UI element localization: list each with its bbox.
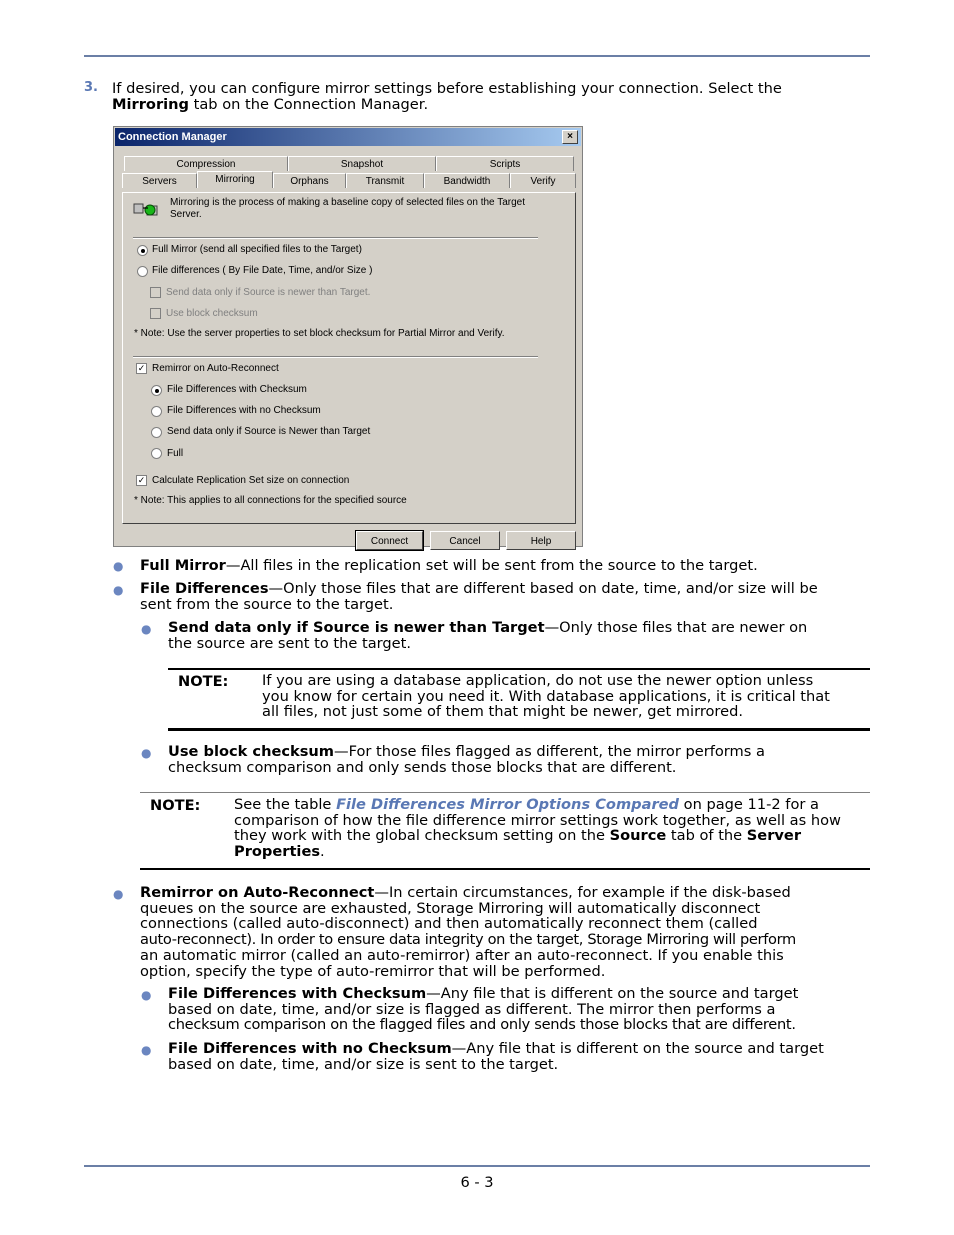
opt-newer-radio[interactable]	[151, 427, 162, 438]
note1-line-2: you know for certain you need it. With database applications, it is critical that	[262, 687, 830, 705]
step-line-1: If desired, you can configure mirror settings before establishing your connection. Select the	[112, 80, 782, 97]
note1-bottom-rule	[168, 728, 870, 731]
remirror-desc-4: auto-reconnect). In order to ensure data integrity on the target, Storage Mirroring will perform	[140, 931, 796, 949]
remirror-desc-2: queues on the source are exhausted, Storage Mirroring will automatically disconnect	[140, 899, 761, 917]
note2-label: NOTE:	[150, 797, 201, 814]
file-differences-radio[interactable]	[137, 266, 148, 277]
tab-snapshot[interactable]: Snapshot	[288, 156, 436, 171]
step-line-2-rest: tab on the Connection Manager.	[188, 96, 429, 113]
full-mirror-label: Full Mirror (send all specified files to the Target)	[152, 244, 362, 255]
opt-newer-label: Send data only if Source is Newer than Target	[167, 426, 371, 437]
tab-servers[interactable]: Servers	[122, 173, 197, 188]
dialog-description-1: Mirroring is the process of making a baseline copy of selected files on the Target	[170, 197, 525, 208]
note2-pre: See the table	[234, 796, 337, 813]
tab-orphans[interactable]: Orphans	[273, 173, 346, 188]
file-differences-term: File Differences	[140, 580, 269, 597]
remirror-item	[140, 885, 796, 979]
note1-label: NOTE:	[178, 673, 229, 690]
fd-checksum-desc-2: based on date, time, and/or size is flagged as different. The mirror then performs a	[168, 1000, 776, 1018]
bullet-file-differences: ●	[113, 583, 124, 597]
full-mirror-desc: —All files in the replication set will be sent from the source to the target.	[225, 557, 758, 574]
step-number: 3.	[84, 80, 98, 95]
remirror-label: Remirror on Auto-Reconnect	[152, 363, 279, 374]
send-newer-checkbox[interactable]	[150, 287, 161, 298]
fd-no-checksum-desc-1: —Any file that is different on the source and target	[451, 1040, 824, 1057]
source-tab-ref: Source	[609, 827, 667, 845]
tab-mirroring[interactable]: Mirroring	[197, 171, 273, 188]
note1-top-rule	[168, 668, 870, 670]
fd-checksum-term: File Differences with Checksum	[168, 985, 427, 1002]
calc-size-label: Calculate Replication Set size on connection	[152, 475, 350, 486]
remirror-term: Remirror on Auto-Reconnect	[140, 884, 375, 901]
opt-full-label: Full	[167, 448, 184, 459]
block-checksum-label: Use block checksum	[166, 308, 258, 319]
note2-bottom-rule	[140, 868, 870, 870]
note2-line-3-pre: they work with the global checksum setting on the	[234, 827, 610, 845]
mirroring-tab-ref: Mirroring	[112, 96, 189, 113]
block-checksum-checkbox[interactable]	[150, 308, 161, 319]
help-button[interactable]: Help	[506, 531, 576, 550]
bullet-block-checksum: ●	[141, 746, 152, 760]
remirror-checkbox[interactable]: ✓	[137, 363, 146, 373]
bullet-fd-checksum: ●	[141, 988, 152, 1002]
separator-1	[133, 237, 538, 239]
footer-rule	[84, 1165, 870, 1167]
note1-line-1: If you are using a database application, do not use the newer option unless	[262, 672, 814, 689]
tab-scripts[interactable]: Scripts	[436, 156, 574, 171]
bullet-fd-no-checksum: ●	[141, 1043, 152, 1057]
file-differences-desc-2: sent from the source to the target.	[140, 595, 394, 613]
mirror-icon	[133, 199, 159, 219]
full-mirror-radio[interactable]	[137, 245, 148, 256]
tab-bandwidth[interactable]: Bandwidth	[424, 173, 510, 188]
opt-no-checksum-radio[interactable]	[151, 406, 162, 417]
connect-button[interactable]: Connect	[356, 531, 423, 550]
send-newer-label: Send data only if Source is newer than Target.	[166, 287, 371, 298]
note2-line-3-mid: tab of the	[666, 827, 747, 845]
dialog-description-2: Server.	[170, 209, 202, 220]
calc-size-checkbox[interactable]: ✓	[137, 475, 146, 485]
remirror-desc-6: option, specify the type of auto-remirror that will be performed.	[140, 962, 606, 980]
block-checksum-desc-1: —For those files flagged as different, the mirror performs a	[334, 743, 765, 760]
block-checksum-item	[168, 744, 765, 775]
fd-checksum-desc-3: checksum comparison on the flagged files and only sends those blocks that are different.	[168, 1016, 796, 1034]
bullet-remirror: ●	[113, 887, 124, 901]
file-differences-table-link[interactable]: File Differences Mirror Options Compared	[336, 796, 679, 813]
dialog-note-2: * Note: This applies to all connections for the specified source	[134, 495, 407, 506]
file-differences-label: File differences ( By File Date, Time, and/or Size )	[152, 265, 373, 276]
send-newer-desc-2: the source are sent to the target.	[168, 634, 412, 652]
tab-transmit[interactable]: Transmit	[346, 173, 424, 188]
opt-checksum-label: File Differences with Checksum	[167, 384, 307, 395]
opt-full-radio[interactable]	[151, 448, 162, 459]
tab-compression[interactable]: Compression	[124, 156, 288, 171]
step-line-2	[112, 96, 428, 113]
note1-line-3: all files, not just some of them that might be newer, get mirrored.	[262, 703, 743, 721]
note2-line-2: comparison of how the file difference mirror settings work together, as well as how	[234, 811, 841, 829]
fd-no-checksum-desc-2: based on date, time, and/or size is sent to the target.	[168, 1055, 559, 1073]
tab-verify[interactable]: Verify	[510, 173, 576, 188]
bullet-full-mirror: ●	[113, 559, 124, 573]
file-differences-item	[140, 581, 818, 612]
file-differences-desc-1: —Only those files that are different based on date, time, and/or size will be	[268, 580, 818, 597]
note1-text	[262, 673, 830, 720]
connection-manager-dialog	[113, 126, 583, 547]
note2-top-rule	[140, 792, 870, 793]
page-number: 6 - 3	[460, 1174, 494, 1191]
header-rule	[84, 55, 870, 57]
remirror-desc-3: connections (called auto-disconnect) and then automatically reconnect them (called	[140, 915, 758, 933]
fd-no-checksum-term: File Differences with no Checksum	[168, 1040, 452, 1057]
close-icon[interactable]: ×	[562, 130, 578, 144]
server-ref: Server	[746, 827, 802, 845]
remirror-desc-5: an automatic mirror (called an auto-remirror) after an auto-reconnect. If you enable this	[140, 946, 784, 964]
separator-2	[133, 356, 538, 358]
full-mirror-term: Full Mirror	[140, 557, 226, 574]
fd-checksum-desc-1: —Any file that is different on the source and target	[426, 985, 799, 1002]
send-newer-item	[168, 620, 807, 651]
cancel-button[interactable]: Cancel	[430, 531, 500, 550]
note2-post: on page 11-2 for a	[679, 796, 819, 813]
note2-text	[234, 797, 841, 860]
block-checksum-term: Use block checksum	[168, 743, 335, 760]
properties-ref: Properties	[234, 843, 321, 861]
full-mirror-item	[140, 557, 758, 574]
block-checksum-desc-2: checksum comparison and only sends those blocks that are different.	[168, 758, 677, 776]
bullet-send-newer: ●	[141, 622, 152, 636]
fd-no-checksum-item	[168, 1041, 824, 1072]
remirror-desc-1: —In certain circumstances, for example if the disk-based	[374, 884, 791, 901]
dialog-note-1: * Note: Use the server properties to set block checksum for Partial Mirror and Verify.	[134, 328, 505, 339]
note2-period: .	[320, 843, 325, 861]
dialog-title: Connection Manager	[115, 128, 581, 146]
opt-no-checksum-label: File Differences with no Checksum	[167, 405, 321, 416]
send-newer-desc-1: —Only those files that are newer on	[544, 619, 808, 636]
send-newer-term: Send data only if Source is newer than Target	[168, 619, 545, 636]
fd-checksum-item	[168, 986, 798, 1033]
opt-checksum-radio[interactable]	[151, 385, 162, 396]
